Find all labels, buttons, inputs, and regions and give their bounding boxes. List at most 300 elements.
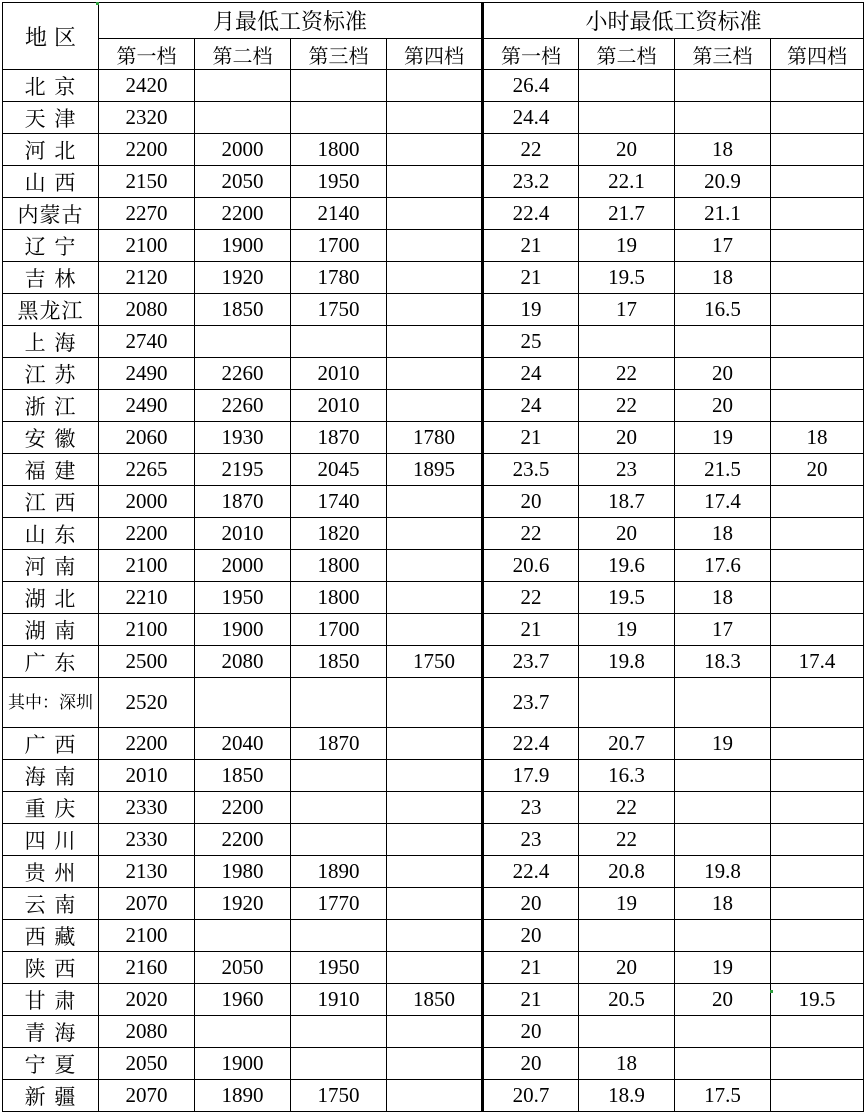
monthly-tier-3-cell: 1750	[291, 1080, 387, 1112]
hourly-tier-1-cell: 23.2	[483, 166, 579, 198]
hourly-tier-3-cell: 17.4	[675, 486, 771, 518]
hourly-tier-4-cell: 17.4	[771, 646, 864, 678]
hourly-tier-3-cell: 18.3	[675, 646, 771, 678]
hourly-tier-1-cell: 20	[483, 486, 579, 518]
hourly-tier-4-cell	[771, 102, 864, 134]
hourly-tier-3-cell	[675, 760, 771, 792]
table-row	[3, 856, 864, 888]
hourly-tier-2-cell	[579, 102, 675, 134]
monthly-tier-2-cell: 1850	[195, 760, 291, 792]
region-column-header: 地 区	[3, 3, 99, 70]
hourly-tier-3-cell: 21.5	[675, 454, 771, 486]
monthly-tier-4-cell	[387, 358, 483, 390]
monthly-tier-4-cell	[387, 550, 483, 582]
monthly-tier-3-header: 第三档	[291, 39, 387, 70]
hourly-tier-4-cell: 20	[771, 454, 864, 486]
monthly-tier-1-cell: 2520	[99, 678, 195, 728]
monthly-tier-2-cell: 1930	[195, 422, 291, 454]
hourly-tier-1-cell: 20	[483, 1048, 579, 1080]
monthly-tier-4-cell	[387, 326, 483, 358]
region-cell: 天 津	[3, 102, 99, 134]
hourly-tier-3-cell: 18	[675, 518, 771, 550]
monthly-tier-3-cell: 2010	[291, 390, 387, 422]
table-row	[3, 294, 864, 326]
monthly-tier-2-cell	[195, 678, 291, 728]
table-row	[3, 1048, 864, 1080]
hourly-tier-3-cell: 18	[675, 582, 771, 614]
monthly-tier-2-cell: 1920	[195, 262, 291, 294]
hourly-tier-2-cell: 19.5	[579, 262, 675, 294]
hourly-tier-1-cell: 20.7	[483, 1080, 579, 1112]
hourly-tier-3-cell: 17	[675, 230, 771, 262]
hourly-tier-1-cell: 23	[483, 824, 579, 856]
monthly-tier-3-cell: 1750	[291, 294, 387, 326]
table-row	[3, 1080, 864, 1112]
table-row	[3, 760, 864, 792]
monthly-wage-header: 月最低工资标准	[99, 3, 483, 39]
region-cell: 上 海	[3, 326, 99, 358]
table-row	[3, 824, 864, 856]
monthly-tier-2-cell: 1900	[195, 230, 291, 262]
hourly-tier-1-cell: 20	[483, 1016, 579, 1048]
hourly-tier-1-cell: 24.4	[483, 102, 579, 134]
hourly-tier-1-cell: 21	[483, 984, 579, 1016]
hourly-tier-1-cell: 20	[483, 920, 579, 952]
monthly-tier-4-cell	[387, 728, 483, 760]
hourly-tier-2-cell	[579, 678, 675, 728]
monthly-tier-3-cell	[291, 920, 387, 952]
hourly-tier-4-cell: 19.5	[771, 984, 864, 1016]
region-cell: 青 海	[3, 1016, 99, 1048]
monthly-tier-1-cell: 2010	[99, 760, 195, 792]
monthly-tier-2-cell	[195, 1016, 291, 1048]
table-row	[3, 888, 864, 920]
monthly-tier-4-cell	[387, 390, 483, 422]
monthly-tier-4-cell	[387, 102, 483, 134]
hourly-tier-2-cell: 20	[579, 952, 675, 984]
monthly-tier-3-cell: 2140	[291, 198, 387, 230]
monthly-tier-3-cell: 1800	[291, 134, 387, 166]
monthly-tier-2-cell: 2260	[195, 358, 291, 390]
hourly-tier-4-cell	[771, 230, 864, 262]
table-body	[3, 70, 864, 1112]
hourly-tier-4-cell	[771, 728, 864, 760]
monthly-tier-2-cell: 1900	[195, 1048, 291, 1080]
monthly-tier-1-cell: 2100	[99, 550, 195, 582]
region-cell: 新 疆	[3, 1080, 99, 1112]
monthly-tier-2-cell: 2000	[195, 550, 291, 582]
table-row	[3, 582, 864, 614]
table-row	[3, 614, 864, 646]
monthly-tier-4-cell	[387, 294, 483, 326]
hourly-tier-2-cell	[579, 1016, 675, 1048]
monthly-tier-2-cell: 1960	[195, 984, 291, 1016]
hourly-tier-1-cell: 21	[483, 422, 579, 454]
monthly-tier-3-cell: 1700	[291, 614, 387, 646]
hourly-tier-4-cell	[771, 582, 864, 614]
hourly-tier-4-cell	[771, 856, 864, 888]
monthly-tier-2-cell: 1950	[195, 582, 291, 614]
region-cell: 安 徽	[3, 422, 99, 454]
hourly-tier-3-cell: 17.5	[675, 1080, 771, 1112]
cell-marker	[96, 2, 99, 5]
monthly-tier-2-cell: 2040	[195, 728, 291, 760]
hourly-tier-2-cell: 22	[579, 358, 675, 390]
monthly-tier-3-cell	[291, 760, 387, 792]
monthly-tier-4-cell	[387, 760, 483, 792]
monthly-tier-3-cell: 1780	[291, 262, 387, 294]
hourly-tier-2-cell: 19.6	[579, 550, 675, 582]
hourly-tier-1-cell: 21	[483, 952, 579, 984]
hourly-tier-2-cell: 22.1	[579, 166, 675, 198]
monthly-tier-4-cell	[387, 486, 483, 518]
hourly-tier-3-cell: 18	[675, 888, 771, 920]
monthly-tier-2-cell: 2000	[195, 134, 291, 166]
hourly-tier-3-cell: 18	[675, 134, 771, 166]
monthly-tier-3-cell: 1950	[291, 166, 387, 198]
hourly-tier-3-cell: 21.1	[675, 198, 771, 230]
hourly-tier-4-cell	[771, 614, 864, 646]
region-cell: 山 东	[3, 518, 99, 550]
monthly-tier-4-cell: 1895	[387, 454, 483, 486]
monthly-tier-4-cell: 1850	[387, 984, 483, 1016]
monthly-tier-4-cell	[387, 262, 483, 294]
hourly-tier-4-cell	[771, 678, 864, 728]
hourly-tier-2-cell: 20.5	[579, 984, 675, 1016]
hourly-tier-4-cell	[771, 760, 864, 792]
monthly-tier-3-cell: 1700	[291, 230, 387, 262]
table-row	[3, 198, 864, 230]
hourly-wage-header: 小时最低工资标准	[483, 3, 864, 39]
monthly-tier-2-cell: 2200	[195, 198, 291, 230]
hourly-tier-3-cell: 19	[675, 952, 771, 984]
hourly-tier-1-cell: 23.7	[483, 646, 579, 678]
hourly-tier-2-cell: 20.8	[579, 856, 675, 888]
monthly-tier-3-cell	[291, 792, 387, 824]
monthly-tier-1-cell: 2265	[99, 454, 195, 486]
monthly-tier-3-cell: 1740	[291, 486, 387, 518]
table-row	[3, 678, 864, 728]
region-cell: 宁 夏	[3, 1048, 99, 1080]
monthly-tier-2-cell: 2200	[195, 792, 291, 824]
monthly-tier-4-cell	[387, 920, 483, 952]
hourly-tier-4-cell	[771, 888, 864, 920]
monthly-tier-2-cell: 1890	[195, 1080, 291, 1112]
monthly-tier-4-cell	[387, 856, 483, 888]
hourly-tier-2-cell	[579, 70, 675, 102]
table-row	[3, 984, 864, 1016]
hourly-tier-3-cell: 19.8	[675, 856, 771, 888]
monthly-tier-2-cell: 2195	[195, 454, 291, 486]
hourly-tier-4-cell	[771, 198, 864, 230]
monthly-tier-3-cell: 1890	[291, 856, 387, 888]
monthly-tier-3-cell: 2010	[291, 358, 387, 390]
monthly-tier-3-cell: 1850	[291, 646, 387, 678]
monthly-tier-3-cell	[291, 824, 387, 856]
table-row	[3, 358, 864, 390]
table-row	[3, 792, 864, 824]
monthly-tier-4-cell	[387, 1016, 483, 1048]
monthly-tier-3-cell: 1820	[291, 518, 387, 550]
monthly-tier-1-cell: 2070	[99, 888, 195, 920]
hourly-tier-3-cell	[675, 70, 771, 102]
region-cell: 重 庆	[3, 792, 99, 824]
hourly-tier-2-cell: 21.7	[579, 198, 675, 230]
hourly-tier-3-cell	[675, 824, 771, 856]
monthly-tier-4-cell	[387, 166, 483, 198]
hourly-tier-2-cell: 19.5	[579, 582, 675, 614]
monthly-tier-4-cell: 1780	[387, 422, 483, 454]
monthly-tier-3-cell: 1950	[291, 952, 387, 984]
hourly-tier-3-cell: 20	[675, 390, 771, 422]
hourly-tier-4-cell	[771, 1016, 864, 1048]
monthly-tier-2-cell: 2050	[195, 166, 291, 198]
hourly-tier-4-cell	[771, 166, 864, 198]
monthly-tier-4-cell	[387, 824, 483, 856]
hourly-tier-3-cell	[675, 678, 771, 728]
region-cell: 甘 肃	[3, 984, 99, 1016]
monthly-tier-1-cell: 2320	[99, 102, 195, 134]
monthly-tier-4-cell	[387, 1048, 483, 1080]
hourly-tier-2-cell: 18	[579, 1048, 675, 1080]
hourly-tier-2-cell: 19	[579, 888, 675, 920]
region-cell: 河 南	[3, 550, 99, 582]
region-cell: 海 南	[3, 760, 99, 792]
region-cell: 黑龙江	[3, 294, 99, 326]
monthly-tier-4-cell	[387, 614, 483, 646]
monthly-tier-4-cell	[387, 70, 483, 102]
table-row	[3, 454, 864, 486]
monthly-tier-1-cell: 2100	[99, 230, 195, 262]
table-row	[3, 550, 864, 582]
table-row	[3, 728, 864, 760]
table-row	[3, 1016, 864, 1048]
monthly-tier-1-cell: 2120	[99, 262, 195, 294]
hourly-tier-4-cell	[771, 134, 864, 166]
hourly-tier-4-cell	[771, 1048, 864, 1080]
table-row	[3, 518, 864, 550]
hourly-tier-3-cell	[675, 920, 771, 952]
monthly-tier-1-cell: 2080	[99, 1016, 195, 1048]
region-cell: 四 川	[3, 824, 99, 856]
hourly-tier-1-cell: 19	[483, 294, 579, 326]
hourly-tier-1-cell: 22.4	[483, 198, 579, 230]
hourly-tier-2-cell: 18.7	[579, 486, 675, 518]
monthly-tier-1-cell: 2150	[99, 166, 195, 198]
monthly-tier-3-cell	[291, 1016, 387, 1048]
table-row	[3, 166, 864, 198]
monthly-tier-1-cell: 2330	[99, 824, 195, 856]
monthly-tier-1-cell: 2130	[99, 856, 195, 888]
hourly-tier-3-cell: 20	[675, 984, 771, 1016]
monthly-tier-2-cell: 1920	[195, 888, 291, 920]
monthly-tier-4-cell	[387, 952, 483, 984]
hourly-tier-4-cell	[771, 1080, 864, 1112]
hourly-tier-4-cell	[771, 518, 864, 550]
hourly-tier-1-cell: 22.4	[483, 728, 579, 760]
minimum-wage-table	[2, 2, 864, 1112]
hourly-tier-4-cell	[771, 920, 864, 952]
monthly-tier-4-cell	[387, 518, 483, 550]
hourly-tier-1-cell: 22	[483, 518, 579, 550]
monthly-tier-1-cell: 2050	[99, 1048, 195, 1080]
hourly-tier-4-cell	[771, 358, 864, 390]
region-cell: 内蒙古	[3, 198, 99, 230]
region-cell: 福 建	[3, 454, 99, 486]
hourly-tier-1-cell: 26.4	[483, 70, 579, 102]
monthly-tier-3-cell: 1910	[291, 984, 387, 1016]
monthly-tier-2-cell: 1870	[195, 486, 291, 518]
monthly-tier-1-cell: 2490	[99, 358, 195, 390]
table-row	[3, 646, 864, 678]
hourly-tier-2-cell: 16.3	[579, 760, 675, 792]
monthly-tier-4-header: 第四档	[387, 39, 483, 70]
hourly-tier-1-cell: 21	[483, 614, 579, 646]
hourly-tier-4-cell	[771, 70, 864, 102]
region-cell: 其中：深圳	[3, 678, 99, 728]
region-cell: 广 东	[3, 646, 99, 678]
hourly-tier-1-cell: 25	[483, 326, 579, 358]
hourly-tier-3-cell: 20.9	[675, 166, 771, 198]
monthly-tier-3-cell	[291, 70, 387, 102]
monthly-tier-1-cell: 2420	[99, 70, 195, 102]
hourly-tier-4-header: 第四档	[771, 39, 864, 70]
monthly-tier-2-cell: 1980	[195, 856, 291, 888]
region-cell: 湖 北	[3, 582, 99, 614]
monthly-tier-2-cell: 2050	[195, 952, 291, 984]
region-cell: 贵 州	[3, 856, 99, 888]
region-cell: 江 苏	[3, 358, 99, 390]
hourly-tier-2-cell: 19	[579, 614, 675, 646]
hourly-tier-3-cell	[675, 792, 771, 824]
table-row	[3, 486, 864, 518]
hourly-tier-2-cell: 17	[579, 294, 675, 326]
region-cell: 辽 宁	[3, 230, 99, 262]
monthly-tier-1-cell: 2070	[99, 1080, 195, 1112]
monthly-tier-2-cell	[195, 70, 291, 102]
region-cell: 广 西	[3, 728, 99, 760]
table-row	[3, 920, 864, 952]
hourly-tier-4-cell	[771, 326, 864, 358]
region-cell: 湖 南	[3, 614, 99, 646]
hourly-tier-4-cell	[771, 550, 864, 582]
hourly-tier-3-cell	[675, 1016, 771, 1048]
region-cell: 江 西	[3, 486, 99, 518]
monthly-tier-3-cell: 2045	[291, 454, 387, 486]
hourly-tier-2-cell	[579, 920, 675, 952]
hourly-tier-1-cell: 22.4	[483, 856, 579, 888]
monthly-tier-2-cell	[195, 102, 291, 134]
monthly-tier-3-cell	[291, 1048, 387, 1080]
monthly-tier-3-cell: 1770	[291, 888, 387, 920]
monthly-tier-1-cell: 2270	[99, 198, 195, 230]
hourly-tier-1-cell: 24	[483, 390, 579, 422]
hourly-tier-3-cell: 18	[675, 262, 771, 294]
hourly-tier-3-cell: 20	[675, 358, 771, 390]
hourly-tier-4-cell	[771, 294, 864, 326]
monthly-tier-2-cell: 1900	[195, 614, 291, 646]
region-cell: 吉 林	[3, 262, 99, 294]
monthly-tier-1-cell: 2060	[99, 422, 195, 454]
monthly-tier-1-cell: 2210	[99, 582, 195, 614]
hourly-tier-4-cell	[771, 824, 864, 856]
table-row	[3, 230, 864, 262]
monthly-tier-1-header: 第一档	[99, 39, 195, 70]
monthly-tier-2-cell	[195, 326, 291, 358]
monthly-tier-2-header: 第二档	[195, 39, 291, 70]
table-row	[3, 422, 864, 454]
hourly-tier-2-header: 第二档	[579, 39, 675, 70]
hourly-tier-3-cell: 17	[675, 614, 771, 646]
table-row	[3, 390, 864, 422]
hourly-tier-2-cell: 20.7	[579, 728, 675, 760]
hourly-tier-2-cell: 19	[579, 230, 675, 262]
hourly-tier-1-cell: 22	[483, 582, 579, 614]
hourly-tier-2-cell	[579, 326, 675, 358]
monthly-tier-3-cell	[291, 326, 387, 358]
hourly-tier-2-cell: 20	[579, 422, 675, 454]
monthly-tier-1-cell: 2020	[99, 984, 195, 1016]
table-row	[3, 952, 864, 984]
hourly-tier-1-cell: 21	[483, 262, 579, 294]
cell-marker	[770, 990, 773, 993]
hourly-tier-3-cell: 19	[675, 728, 771, 760]
hourly-tier-2-cell: 19.8	[579, 646, 675, 678]
monthly-tier-4-cell	[387, 134, 483, 166]
monthly-tier-4-cell	[387, 582, 483, 614]
monthly-tier-1-cell: 2200	[99, 728, 195, 760]
table-row	[3, 262, 864, 294]
hourly-tier-2-cell: 22	[579, 792, 675, 824]
region-cell: 北 京	[3, 70, 99, 102]
hourly-tier-3-cell: 17.6	[675, 550, 771, 582]
hourly-tier-2-cell: 20	[579, 134, 675, 166]
hourly-tier-4-cell	[771, 792, 864, 824]
hourly-tier-1-cell: 23	[483, 792, 579, 824]
region-cell: 山 西	[3, 166, 99, 198]
monthly-tier-1-cell: 2100	[99, 920, 195, 952]
monthly-tier-2-cell: 2080	[195, 646, 291, 678]
hourly-tier-1-cell: 23.7	[483, 678, 579, 728]
monthly-tier-2-cell: 2260	[195, 390, 291, 422]
hourly-tier-2-cell: 22	[579, 824, 675, 856]
hourly-tier-3-cell	[675, 102, 771, 134]
monthly-tier-3-cell	[291, 102, 387, 134]
monthly-tier-1-cell: 2330	[99, 792, 195, 824]
region-cell: 西 藏	[3, 920, 99, 952]
monthly-tier-3-cell: 1800	[291, 582, 387, 614]
monthly-tier-4-cell	[387, 1080, 483, 1112]
monthly-tier-1-cell: 2500	[99, 646, 195, 678]
region-cell: 云 南	[3, 888, 99, 920]
monthly-tier-2-cell: 2200	[195, 824, 291, 856]
hourly-tier-4-cell	[771, 390, 864, 422]
monthly-tier-1-cell: 2080	[99, 294, 195, 326]
hourly-tier-1-cell: 20	[483, 888, 579, 920]
table-row	[3, 134, 864, 166]
monthly-tier-2-cell	[195, 920, 291, 952]
monthly-tier-3-cell: 1870	[291, 728, 387, 760]
hourly-tier-3-cell	[675, 326, 771, 358]
hourly-tier-4-cell	[771, 262, 864, 294]
hourly-tier-3-cell: 19	[675, 422, 771, 454]
monthly-tier-1-cell: 2160	[99, 952, 195, 984]
monthly-tier-4-cell	[387, 230, 483, 262]
hourly-tier-4-cell	[771, 486, 864, 518]
table-row	[3, 70, 864, 102]
monthly-tier-3-cell: 1800	[291, 550, 387, 582]
hourly-tier-2-cell: 18.9	[579, 1080, 675, 1112]
